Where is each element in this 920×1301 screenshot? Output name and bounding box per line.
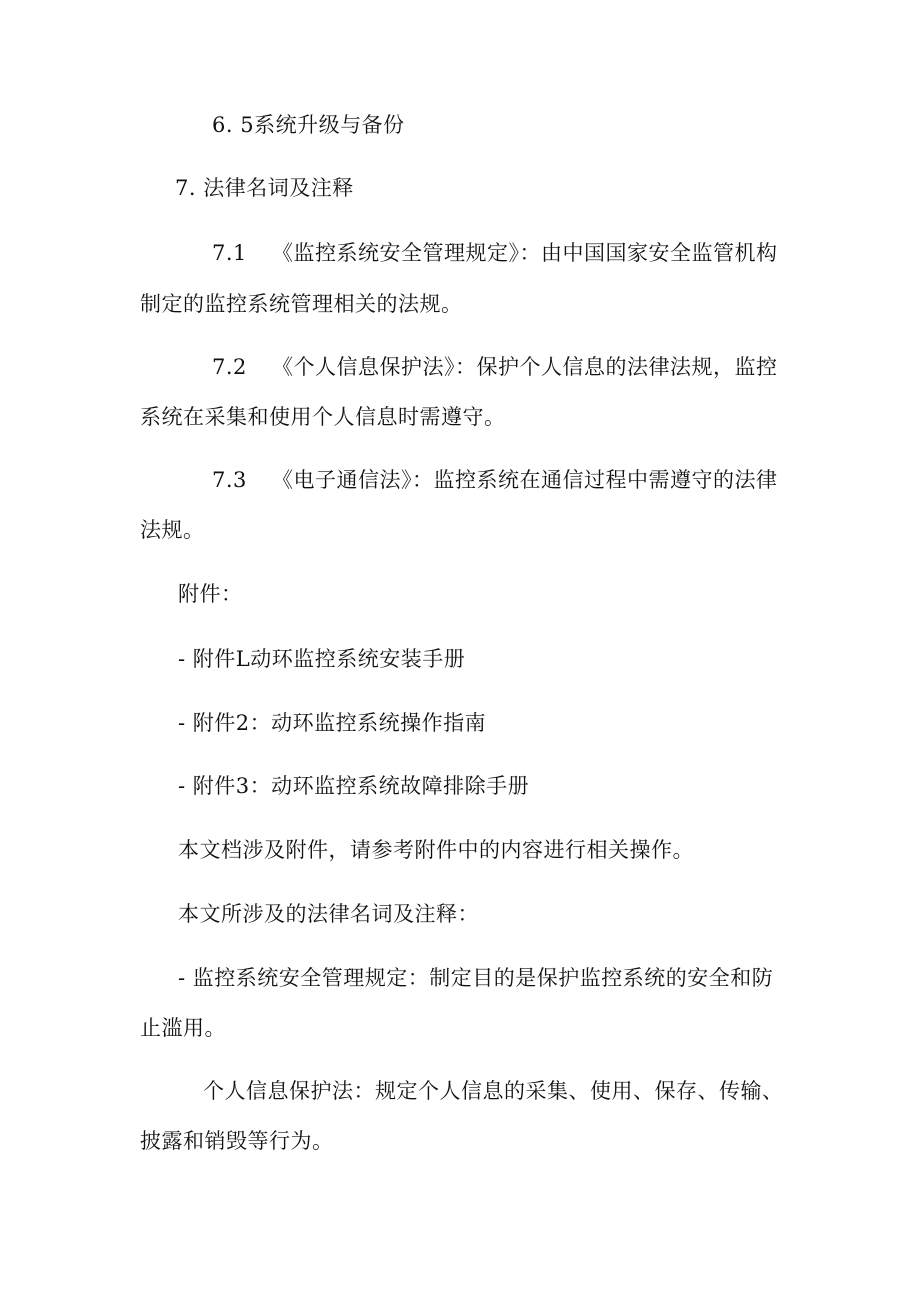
- section-6-5-heading: 6. 5系统升级与备份: [212, 113, 405, 137]
- item-7-1-second-line: 制定的监控系统管理相关的法规。: [140, 292, 463, 316]
- item-7-2-number: 7.2: [212, 355, 247, 379]
- item-7-2-second-line: 系统在采集和使用个人信息时需遵守。: [140, 405, 506, 429]
- item-7-1-number: 7.1: [212, 241, 247, 265]
- attachment-item-1: - 附件L动环监控系统安装手册: [178, 647, 466, 671]
- item-7-1-first-line: [212, 239, 778, 267]
- item-7-2-first-line: [212, 353, 778, 381]
- legal-term-2-second-line: 披露和销毁等行为。: [140, 1129, 334, 1153]
- item-7-3-text: 《电子通信法》：监控系统在通信过程中需遵守的法律: [272, 468, 778, 492]
- legal-term-1-second-line: 止滥用。: [140, 1016, 226, 1040]
- item-7-3-first-line: [212, 466, 778, 494]
- item-7-3-second-line: 法规。: [140, 518, 205, 542]
- section-7-heading: 7. 法律名词及注释: [175, 176, 354, 200]
- legal-terms-note: 本文所涉及的法律名词及注释：: [178, 902, 479, 926]
- item-7-3-number: 7.3: [212, 468, 247, 492]
- legal-term-1-first-line: - 监控系统安全管理规定：制定目的是保护监控系统的安全和防: [178, 966, 774, 990]
- item-7-2-text: 《个人信息保护法》：保护个人信息的法律法规，监控: [272, 355, 778, 379]
- attachments-note: 本文档涉及附件，请参考附件中的内容进行相关操作。: [178, 838, 694, 862]
- item-7-1-text: 《监控系统安全管理规定》：由中国国家安全监管机构: [272, 241, 778, 265]
- attachment-item-3: - 附件3：动环监控系统故障排除手册: [178, 774, 530, 798]
- attachment-item-2: - 附件2：动环监控系统操作指南: [178, 711, 487, 735]
- attachments-heading: 附件：: [178, 582, 243, 606]
- legal-term-2-first-line: 个人信息保护法：规定个人信息的采集、使用、保存、传输、: [203, 1079, 784, 1103]
